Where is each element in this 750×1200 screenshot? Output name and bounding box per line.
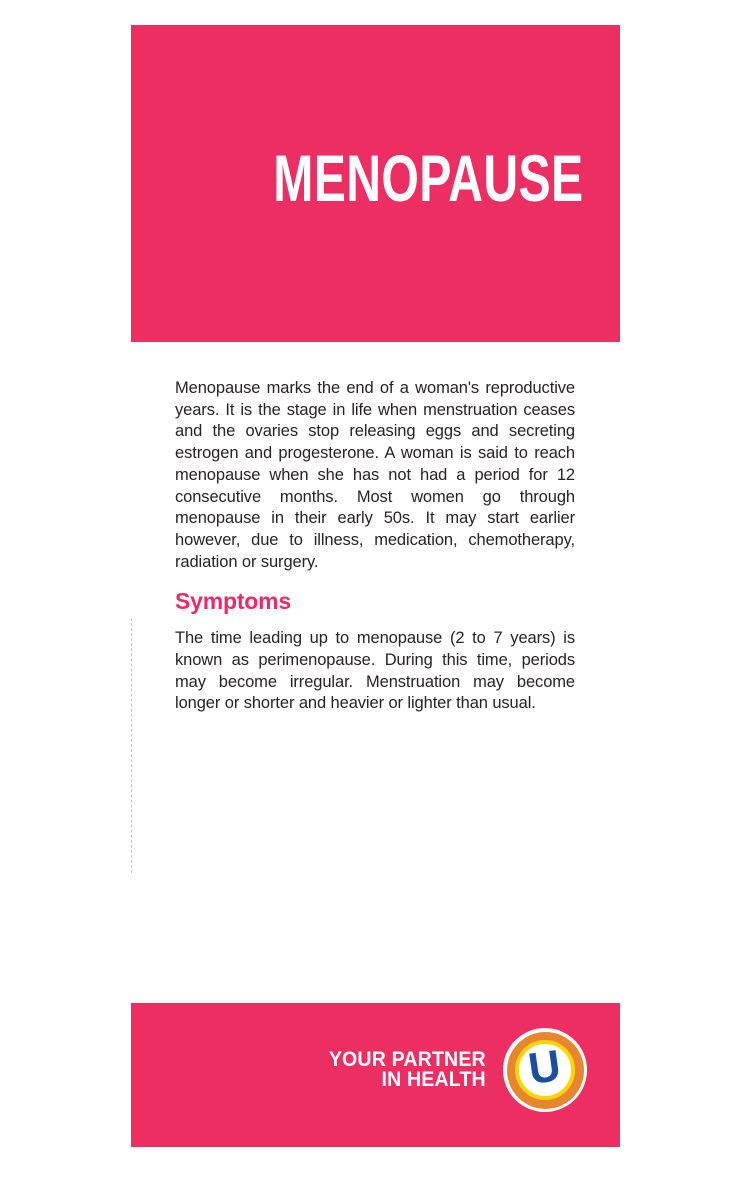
intro-paragraph: Menopause marks the end of a woman's reproductive years. It is the stage in life when menstruation ceases and the ovaries stop releasing eggs and secreting estrogen and progesterone. A woman is said to reach menopause when she has not had a period for 12 consecutive months. Most women go through menopause in their early 50s. It may start earlier however, due to illness, medication, chemotherapy, radiation or surgery.	[175, 379, 575, 571]
brochure-page	[131, 0, 620, 1200]
footer-tagline	[328, 1047, 486, 1091]
logo-yellow-ring	[515, 1040, 575, 1100]
tagline-line2: IN HEALTH	[381, 1068, 486, 1091]
content-area	[175, 378, 575, 715]
tagline-line1: YOUR PARTNER	[328, 1047, 486, 1071]
footer-banner	[131, 1003, 620, 1147]
page-left-edge-line	[131, 618, 132, 873]
page-title: MENOPAUSE	[273, 141, 584, 215]
logo-orange-ring	[507, 1032, 584, 1109]
logo-letter-u: U	[525, 1041, 564, 1094]
section-heading-symptoms: Symptoms	[175, 588, 291, 615]
symptoms-paragraph: The time leading up to menopause (2 to 7 years) is known as perimenopause. During this time, periods may become irregular. Menstruation may become longer or shorter and heavier or lighter than usual.	[175, 629, 575, 713]
brand-logo-icon	[503, 1028, 587, 1112]
header-banner	[131, 25, 620, 342]
